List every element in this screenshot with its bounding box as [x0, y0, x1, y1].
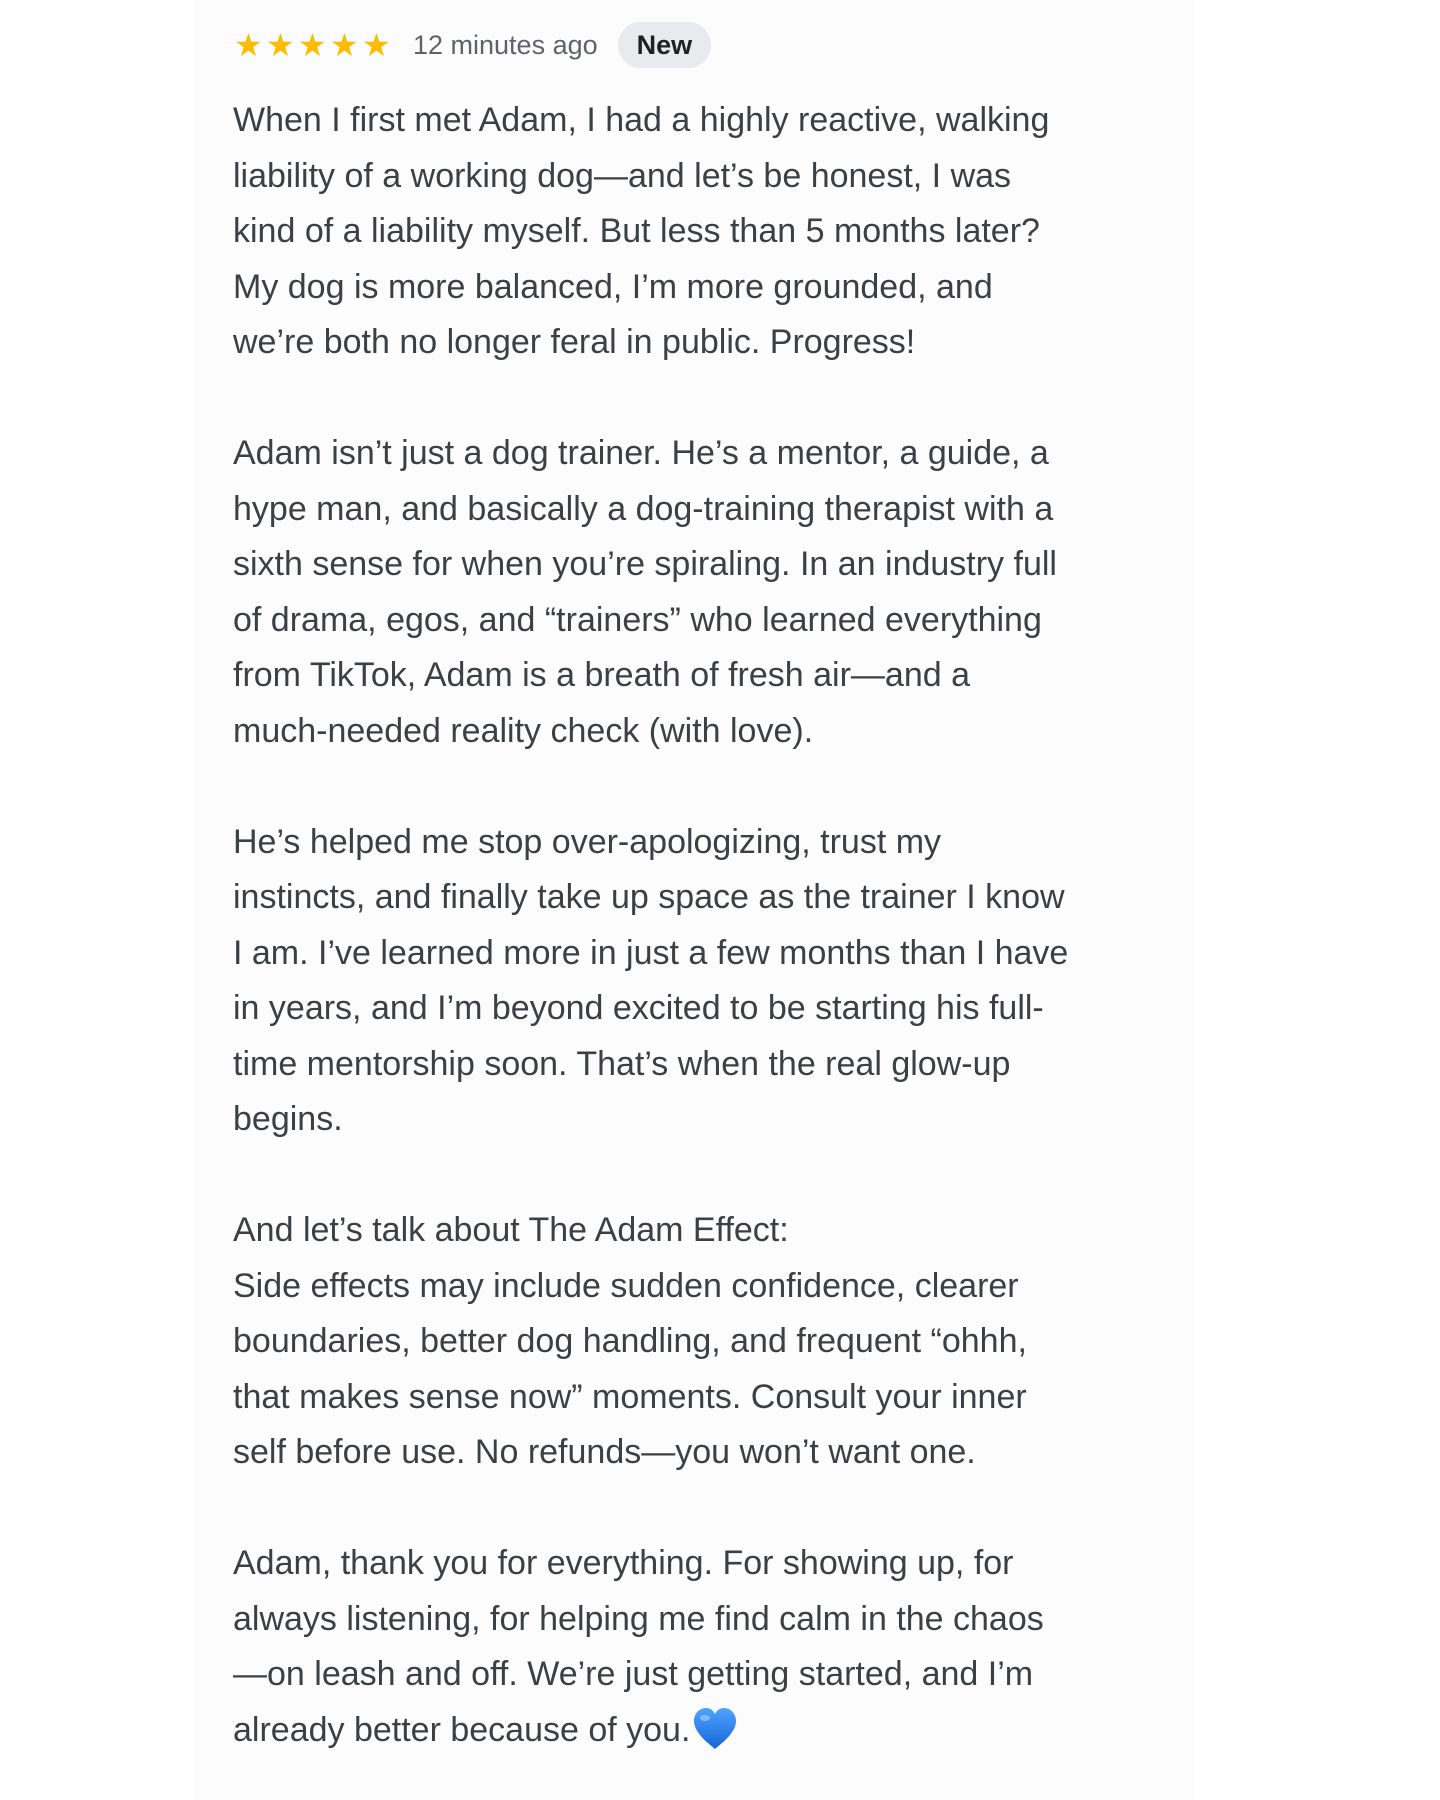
review-timestamp: 12 minutes ago — [413, 29, 598, 60]
review-paragraph: Adam, thank you for everything. For showing up, for always listening, for helping me find calm in the chaos —on leash and off. We’re just getting started, and I’m already better because of you. — [233, 1544, 1044, 1749]
star-icon: ★ — [266, 26, 296, 64]
new-badge: New — [618, 22, 712, 68]
review-paragraph: And let’s talk about The Adam Effect: Side effects may include sudden confidence, clearer boundaries, better dog handling, and frequent “ohhh, that makes sense now” moments. Consult your inner self before use. No refunds—you won’t want one. — [233, 1211, 1027, 1471]
star-rating — [233, 26, 393, 64]
star-icon: ★ — [234, 26, 264, 64]
star-icon: ★ — [330, 26, 360, 64]
review-text — [233, 93, 1163, 1758]
review-paragraph: Adam isn’t just a dog trainer. He’s a mentor, a guide, a hype man, and basically a dog-training therapist with a sixth sense for when you’re spiraling. In an industry full of drama, egos, and “trainers” who learned everything from TikTok, Adam is a breath of fresh air—and a much-needed reality check (with love). — [233, 434, 1057, 750]
review-paragraph-last — [233, 1536, 1163, 1758]
star-icon: ★ — [298, 26, 328, 64]
review-header — [233, 20, 711, 70]
review-paragraph: He’s helped me stop over-apologizing, trust my instincts, and finally take up space as the trainer I know I am. I’ve learned more in just a few months than I have in years, and I’m beyond excited to be starting his full- time mentorship soon. That’s when the real glow-up begins. — [233, 822, 1069, 1138]
blue-heart-icon — [692, 1707, 738, 1751]
star-icon: ★ — [362, 26, 392, 64]
review-paragraph: When I first met Adam, I had a highly reactive, walking liability of a working dog—and let’s be honest, I was kind of a liability myself. But less than 5 months later? My dog is more balanced, I’m more grounded, and we’re both no longer feral in public. Progress! — [233, 101, 1050, 361]
